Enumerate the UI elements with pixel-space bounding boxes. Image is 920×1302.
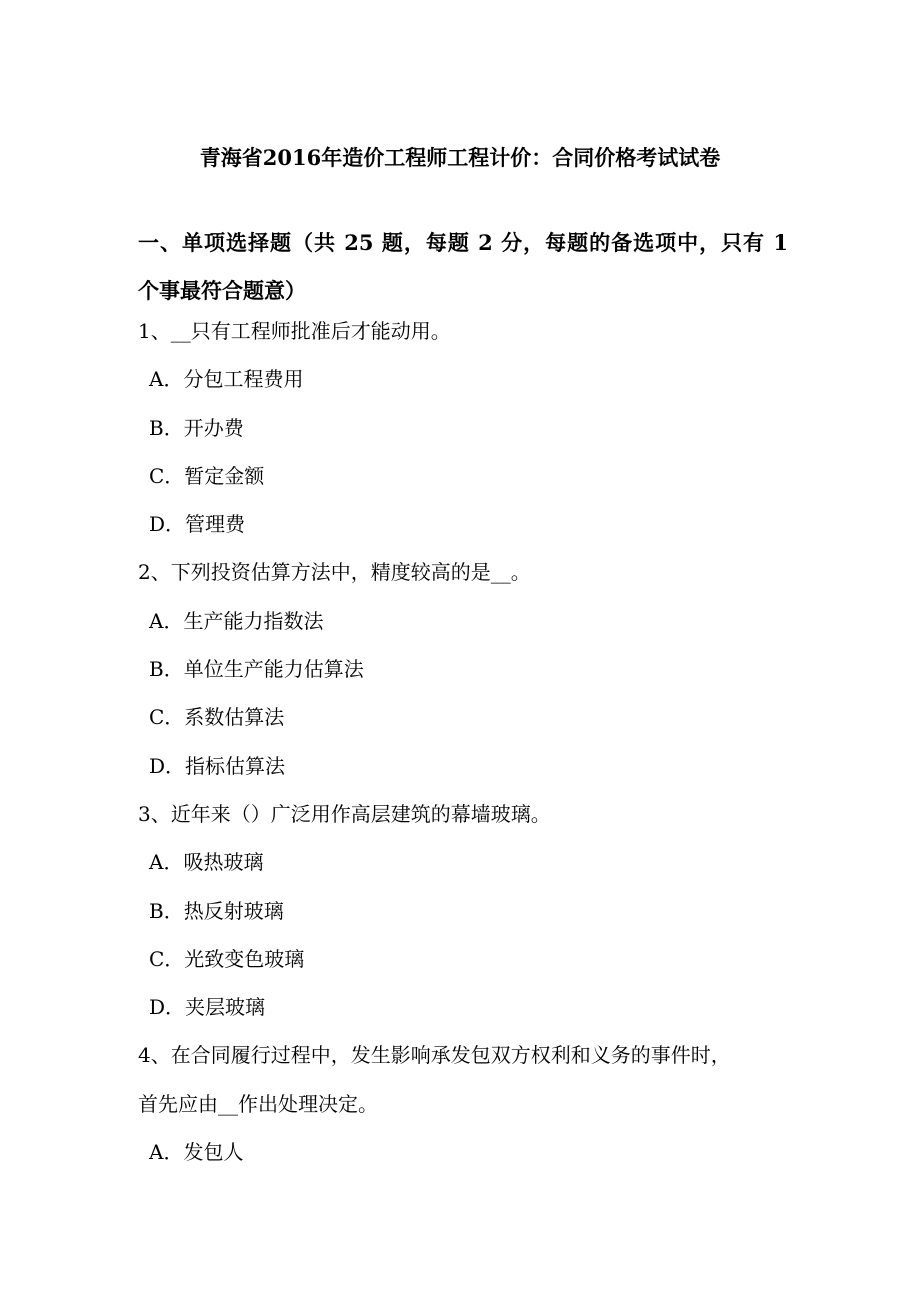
question-stem: 3、近年来（）广泛用作高层建筑的幕墙玻璃。 bbox=[138, 801, 551, 826]
option-b: B．热反射玻璃 bbox=[149, 898, 284, 923]
section-heading-line-2: 个事最符合题意） bbox=[138, 278, 306, 303]
section-heading-line-1: 一、单项选择题（共 25 题，每题 2 分，每题的备选项中，只有 1 bbox=[138, 230, 788, 255]
option-b: B．单位生产能力估算法 bbox=[149, 657, 364, 682]
question-stem: 2、下列投资估算方法中，精度较高的是__。 bbox=[138, 560, 531, 585]
option-c: C．系数估算法 bbox=[149, 705, 285, 730]
option-d: D．夹层玻璃 bbox=[149, 995, 266, 1020]
option-d: D．管理费 bbox=[149, 512, 246, 537]
question-4 bbox=[138, 1031, 788, 1176]
question-stem: 1、__只有工程师批准后才能动用。 bbox=[138, 319, 451, 343]
question-1 bbox=[138, 307, 788, 548]
question-3 bbox=[138, 790, 788, 1031]
option-a: A．生产能力指数法 bbox=[149, 608, 324, 633]
question-stem-line-2: 首先应由__作出处理决定。 bbox=[138, 1091, 378, 1116]
option-c: C．光致变色玻璃 bbox=[149, 946, 305, 971]
question-list bbox=[138, 307, 788, 1176]
section-heading bbox=[138, 219, 788, 315]
option-d: D．指标估算法 bbox=[149, 753, 286, 778]
option-b: B．开办费 bbox=[149, 415, 244, 440]
question-2 bbox=[138, 548, 788, 789]
option-c: C．暂定金额 bbox=[149, 463, 265, 488]
option-a: A．发包人 bbox=[149, 1140, 244, 1165]
option-a: A．吸热玻璃 bbox=[149, 850, 264, 875]
question-stem-line-1: 4、在合同履行过程中，发生影响承发包双方权利和义务的事件时， bbox=[138, 1043, 731, 1068]
document-title: 青海省2016年造价工程师工程计价：合同价格考试试卷 bbox=[199, 145, 721, 170]
option-a: A．分包工程费用 bbox=[149, 367, 304, 392]
